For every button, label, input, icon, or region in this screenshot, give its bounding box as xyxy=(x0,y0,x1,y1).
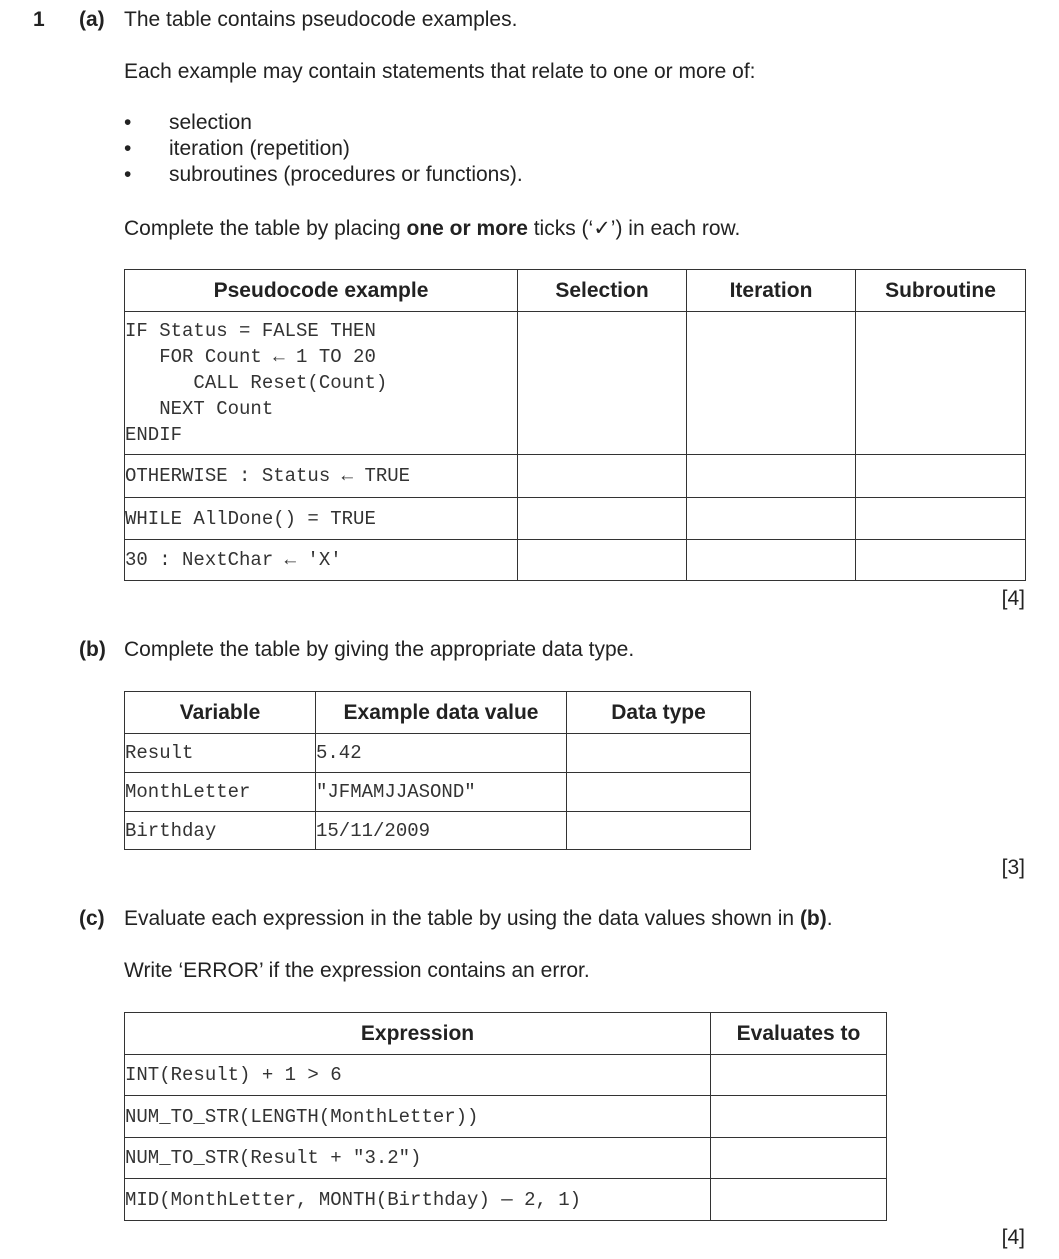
header-iteration: Iteration xyxy=(687,270,856,312)
table-row xyxy=(125,773,751,812)
selection-tick-cell[interactable] xyxy=(518,498,687,540)
part-b-instruction: Complete the table by giving the appropriate data type. xyxy=(124,638,635,661)
table-row xyxy=(125,1055,887,1096)
part-a-instruction xyxy=(124,216,740,241)
subroutine-tick-cell[interactable] xyxy=(856,540,1026,581)
data-type-table xyxy=(124,691,751,850)
instruction-text-end: . xyxy=(826,907,833,930)
variable-cell: Result xyxy=(125,734,316,773)
list-item-text: subroutines (procedures or functions). xyxy=(169,163,523,186)
part-b-marks: [3] xyxy=(1001,856,1025,879)
pseudocode-table xyxy=(124,269,1026,581)
expression-cell: MID(MonthLetter, MONTH(Birthday) — 2, 1) xyxy=(125,1179,711,1221)
table-header-row xyxy=(125,270,1026,312)
iteration-tick-cell[interactable] xyxy=(687,455,856,498)
selection-tick-cell[interactable] xyxy=(518,312,687,455)
instruction-text: Complete the table by placing xyxy=(124,217,407,240)
table-row xyxy=(125,812,751,850)
table-row xyxy=(125,455,1026,498)
header-data-type: Data type xyxy=(567,692,751,734)
subroutine-tick-cell[interactable] xyxy=(856,455,1026,498)
part-c-note: Write ‘ERROR’ if the expression contains an error. xyxy=(124,959,590,982)
pseudocode-cell xyxy=(125,312,518,455)
selection-tick-cell[interactable] xyxy=(518,540,687,581)
list-item-text: selection xyxy=(169,111,252,134)
table-row xyxy=(125,734,751,773)
part-a-label: (a) xyxy=(79,8,105,31)
expression-cell: NUM_TO_STR(LENGTH(MonthLetter)) xyxy=(125,1096,711,1138)
header-evaluates-to: Evaluates to xyxy=(711,1013,887,1055)
pseudocode-cell: 30 : NextChar ← 'X' xyxy=(125,540,518,581)
evaluates-to-answer-cell[interactable] xyxy=(711,1055,887,1096)
selection-tick-cell[interactable] xyxy=(518,455,687,498)
data-type-answer-cell[interactable] xyxy=(567,812,751,850)
list-item-text: iteration (repetition) xyxy=(169,137,350,160)
feature-list xyxy=(124,110,724,188)
iteration-tick-cell[interactable] xyxy=(687,312,856,455)
evaluates-to-answer-cell[interactable] xyxy=(711,1179,887,1221)
instruction-text: Evaluate each expression in the table by using the data values shown in xyxy=(124,907,800,930)
part-a-intro: The table contains pseudocode examples. xyxy=(124,8,518,31)
subroutine-tick-cell[interactable] xyxy=(856,498,1026,540)
question-number: 1 xyxy=(33,8,45,31)
part-a-lead: Each example may contain statements that relate to one or more of: xyxy=(124,60,756,83)
example-value-cell: 5.42 xyxy=(316,734,567,773)
part-c-instruction xyxy=(124,907,833,931)
header-pseudocode-example: Pseudocode example xyxy=(125,270,518,312)
list-item xyxy=(124,110,724,136)
list-item xyxy=(124,136,724,162)
header-example-data-value: Example data value xyxy=(316,692,567,734)
example-value-cell: 15/11/2009 xyxy=(316,812,567,850)
part-a-marks: [4] xyxy=(1001,587,1025,610)
pseudocode-cell: WHILE AllDone() = TRUE xyxy=(125,498,518,540)
table-row xyxy=(125,1138,887,1179)
code-line: CALL Reset(Count) xyxy=(125,372,388,394)
expression-table xyxy=(124,1012,887,1221)
table-row xyxy=(125,1179,887,1221)
evaluates-to-answer-cell[interactable] xyxy=(711,1138,887,1179)
expression-cell: NUM_TO_STR(Result + "3.2") xyxy=(125,1138,711,1179)
subroutine-tick-cell[interactable] xyxy=(856,312,1026,455)
list-item xyxy=(124,162,724,188)
table-row xyxy=(125,498,1026,540)
data-type-answer-cell[interactable] xyxy=(567,734,751,773)
code-line: NEXT Count xyxy=(125,398,274,420)
iteration-tick-cell[interactable] xyxy=(687,540,856,581)
bullet-icon: • xyxy=(124,163,132,186)
part-c-marks: [4] xyxy=(1001,1226,1025,1249)
evaluates-to-answer-cell[interactable] xyxy=(711,1096,887,1138)
header-variable: Variable xyxy=(125,692,316,734)
header-expression: Expression xyxy=(125,1013,711,1055)
code-line: FOR Count ← 1 TO 20 xyxy=(125,346,376,368)
pseudocode-cell: OTHERWISE : Status ← TRUE xyxy=(125,455,518,498)
instruction-emphasis: (b) xyxy=(799,907,827,930)
bullet-icon: • xyxy=(124,111,132,134)
variable-cell: MonthLetter xyxy=(125,773,316,812)
code-line: ENDIF xyxy=(125,424,183,446)
instruction-emphasis: one or more xyxy=(406,217,528,240)
table-header-row xyxy=(125,692,751,734)
bullet-icon: • xyxy=(124,137,132,160)
example-value-cell: "JFMAMJJASOND" xyxy=(316,773,567,812)
part-c-label: (c) xyxy=(79,907,105,930)
variable-cell: Birthday xyxy=(125,812,316,850)
code-line: IF Status = FALSE THEN xyxy=(125,320,376,342)
table-row xyxy=(125,1096,887,1138)
iteration-tick-cell[interactable] xyxy=(687,498,856,540)
table-row xyxy=(125,540,1026,581)
part-b-label: (b) xyxy=(79,638,106,661)
table-row xyxy=(125,312,1026,455)
header-subroutine: Subroutine xyxy=(856,270,1026,312)
expression-cell: INT(Result) + 1 > 6 xyxy=(125,1055,711,1096)
instruction-text-end: ticks (‘✓’) in each row. xyxy=(527,217,741,240)
data-type-answer-cell[interactable] xyxy=(567,773,751,812)
table-header-row xyxy=(125,1013,887,1055)
header-selection: Selection xyxy=(518,270,687,312)
